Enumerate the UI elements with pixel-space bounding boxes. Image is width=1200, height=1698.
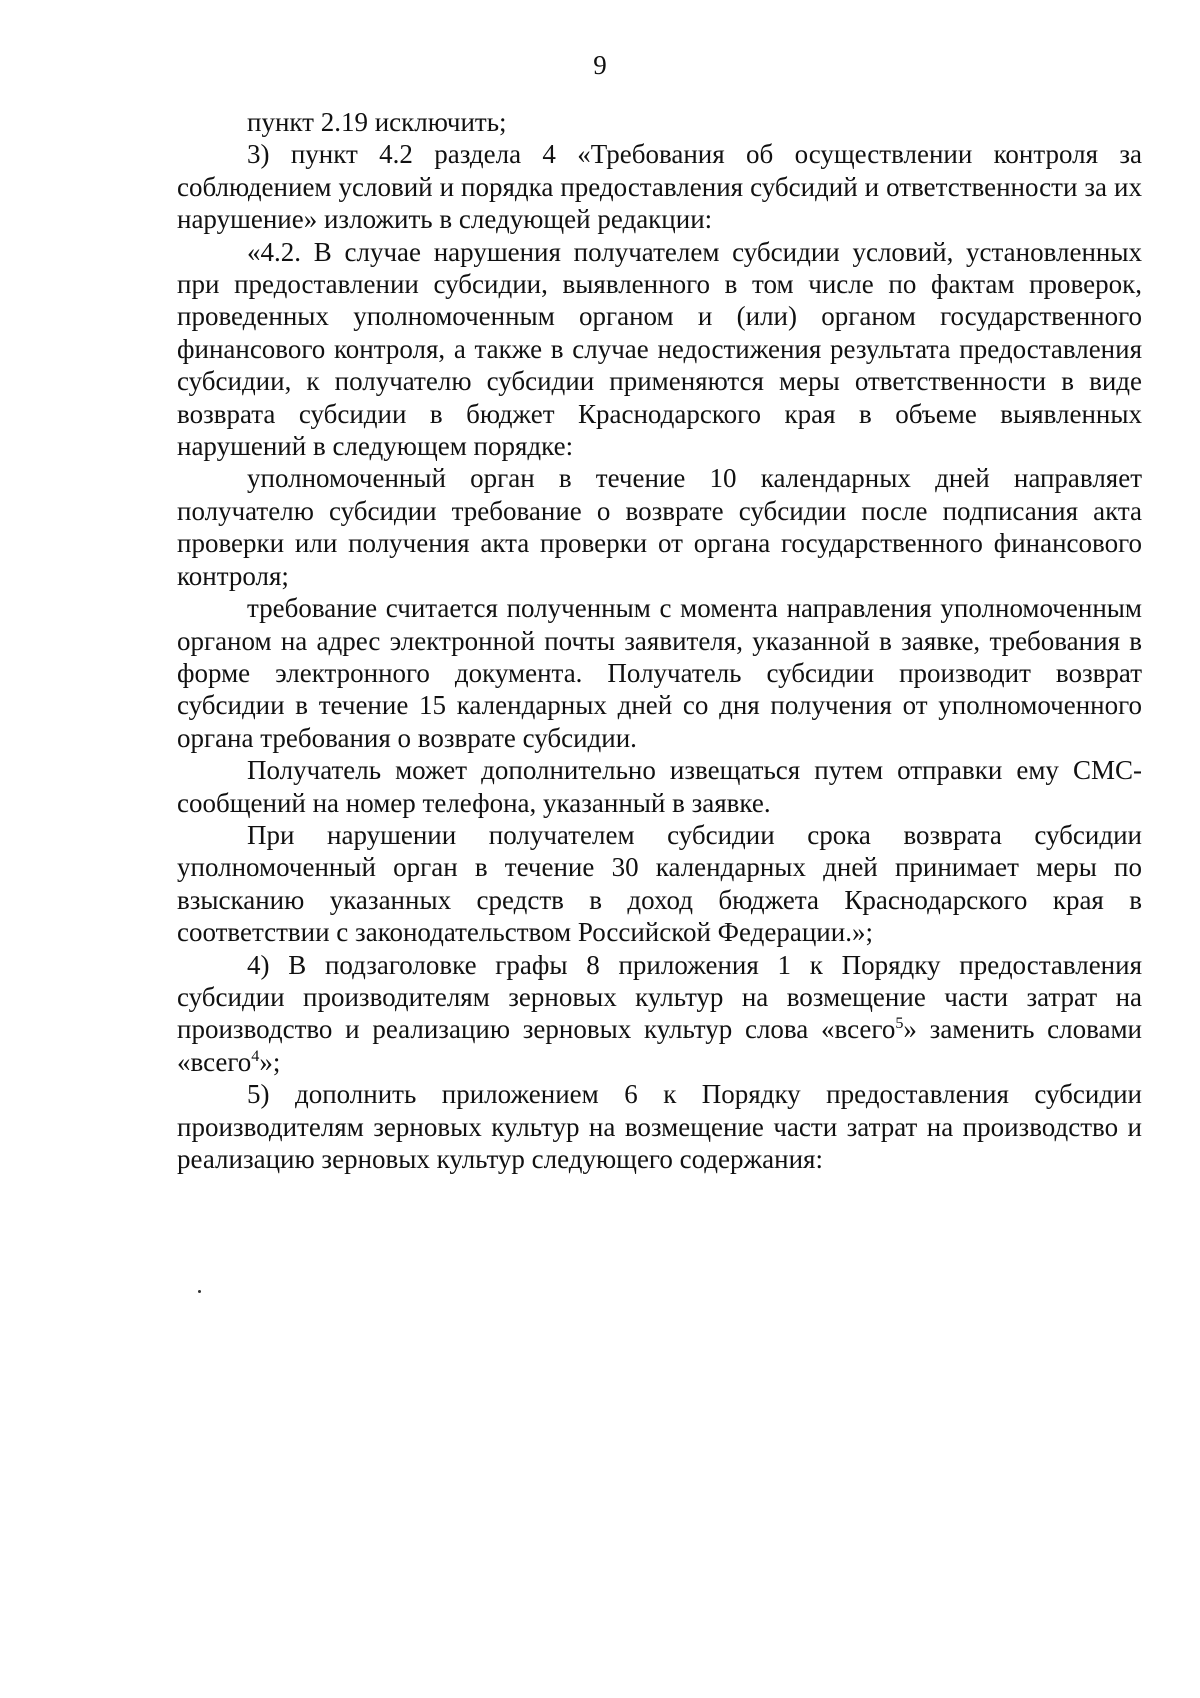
superscript-5: 5: [895, 1014, 904, 1033]
paragraph-sms-notification: Получатель может дополнительно извещаться путем отправки ему СМС-сообщений на номер телефона, указанный в заявке.: [177, 755, 1142, 818]
paragraph-item-4-text-middle: » заменить словами «всего: [177, 1014, 1142, 1077]
paragraph-violation-deadline: При нарушении получателем субсидии срока возврата субсидии уполномоченный орган в течение 30 календарных дней принимает меры по взысканию указанных средств в доход бюджета Краснодарского края в соответствии с законодательством Российской Федерации.»;: [177, 819, 1142, 948]
paragraph-item-4-text-after: »;: [259, 1046, 281, 1077]
superscript-4: 4: [251, 1046, 260, 1065]
paragraph-item-4: [177, 949, 1142, 1079]
paragraph-item-2-19: пункт 2.19 исключить;: [247, 107, 507, 137]
paragraph-return-requirement: уполномоченный орган в течение 10 календарных дней направляет получателю субсидии требование о возврате субсидии после подписания акта проверки или получения акта проверки от органа государственного финансового контроля;: [177, 463, 1142, 591]
paragraph-item-4-text-before: 4) В подзаголовке графы 8 приложения 1 к Порядку предоставления субсидии производителям зерновых культур на возмещение части затрат на производство и реализацию зерновых культур слова «всего: [177, 949, 1142, 1045]
scan-speck: [198, 1290, 201, 1293]
page-number: 9: [593, 50, 607, 80]
document-body: [177, 106, 1142, 1175]
paragraph-item-5: 5) дополнить приложением 6 к Порядку предоставления субсидии производителям зерновых культур на возмещение части затрат на производство и реализацию зерновых культур следующего содержания:: [177, 1079, 1142, 1174]
paragraph-requirement-received: требование считается полученным с момента направления уполномоченным органом на адрес электронной почты заявителя, указанной в заявке, требования в форме электронного документа. Получатель субсидии производит возврат субсидии в течение 15 календарных дней со дня получения от уполномоченного органа требования о возврате субсидии.: [177, 593, 1142, 753]
paragraph-item-3: 3) пункт 4.2 раздела 4 «Требования об осуществлении контроля за соблюдением условий и порядка предоставления субсидий и ответственности за их нарушение» изложить в следующей редакции:: [177, 139, 1142, 235]
paragraph-clause-4-2: «4.2. В случае нарушения получателем субсидии условий, установленных при предоставлении субсидии, выявленного в том числе по фактам проверок, проведенных уполномоченным органом и (или) органом государственного финансового контроля, а также в случае недостижения результата предоставления субсидии, к получателю субсидии применяются меры ответственности в виде возврата субсидии в бюджет Краснодарского края в объеме выявленных нарушений в следующем порядке:: [177, 236, 1142, 462]
